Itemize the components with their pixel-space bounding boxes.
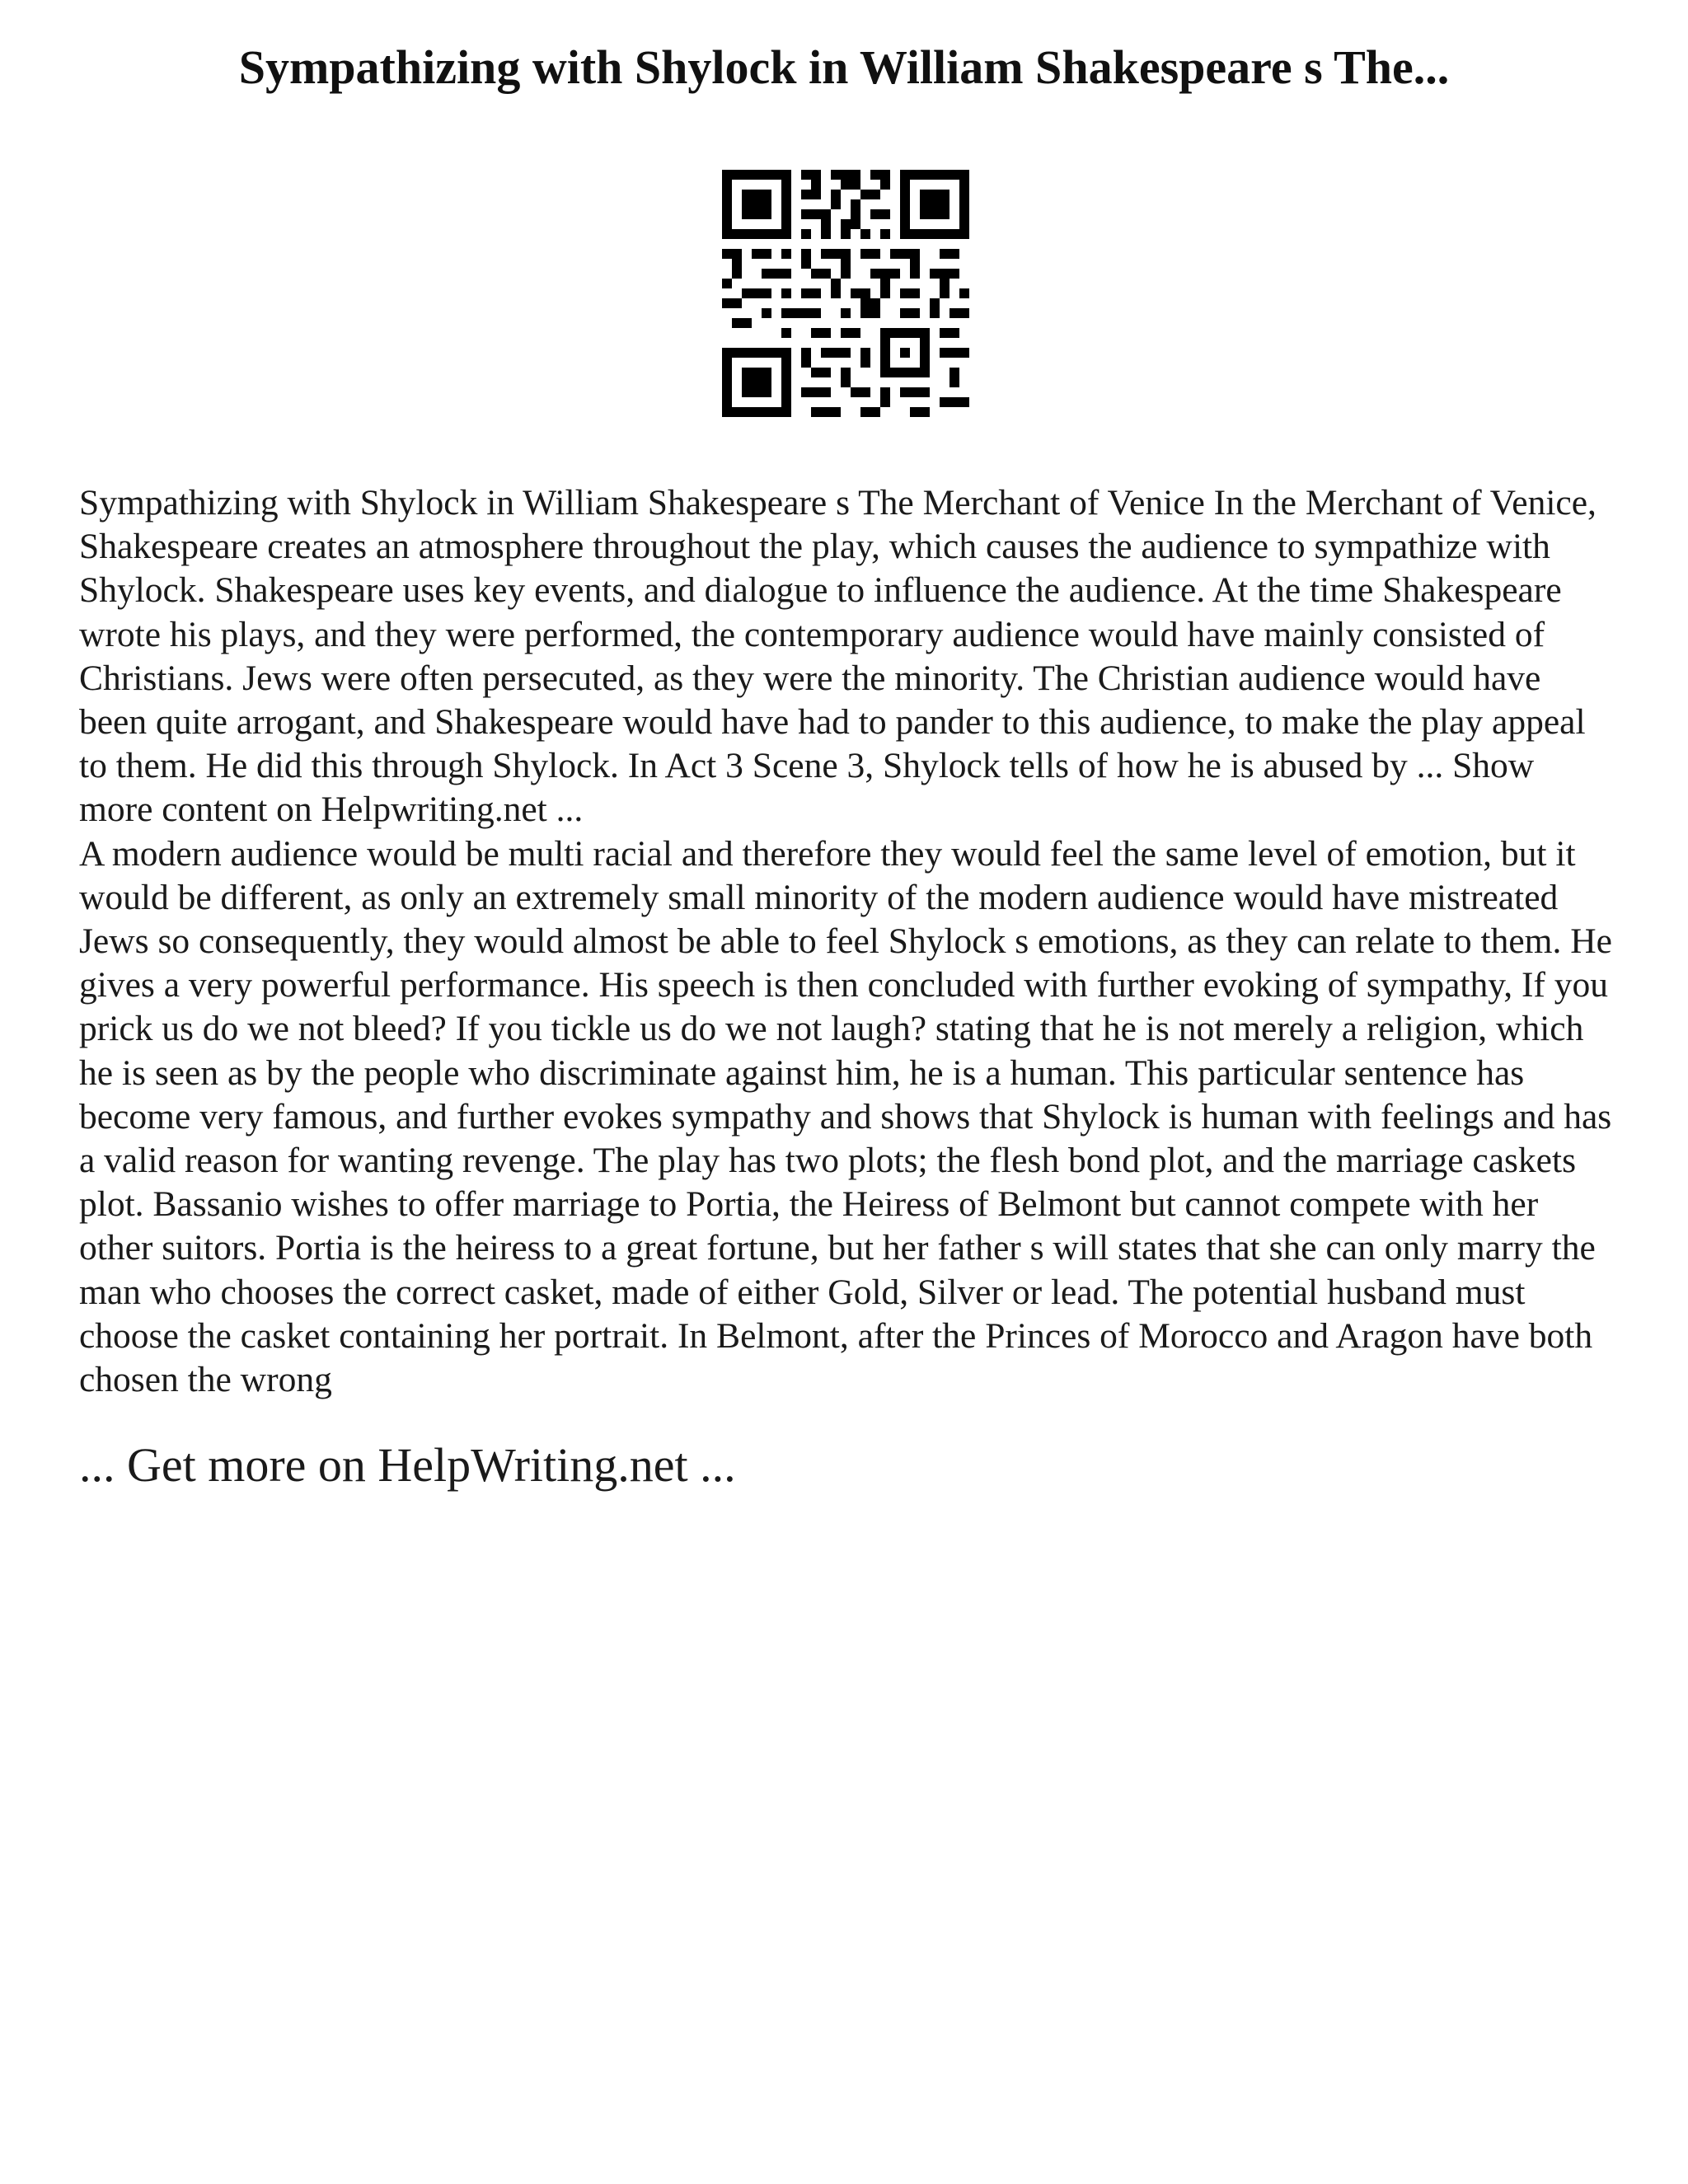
page-title: Sympathizing with Shylock in William Shakespeare s The... [238, 40, 1450, 94]
paragraph: A modern audience would be multi racial and therefore they would feel the same level of emotion, but it would be different, as only an extremely small minority of the modern audience would have mistreated Jews so consequently, they would almost be able to feel Shylock s emotions, as they can relate to them. He gives a very powerful performance. His speech is then concluded with further evoking of sympathy, If you prick us do we not bleed? If you tickle us do we not laugh? stating that he is not merely a religion, which he is seen as by the people who discriminate against him, he is a human. This particular sentence has become very famous, and further evokes sympathy and shows that Shylock is human with feelings and has a valid reason for wanting revenge. The play has two plots; the flesh bond plot, and the marriage caskets plot. Bassanio wishes to offer marriage to Portia, the Heiress of Belmont but cannot compete with her other suitors. Portia is the heiress to a great fortune, but her father s will states that she can only marry the man who chooses the correct casket, made of either Gold, Silver or lead. The potential husband must choose the casket containing her portrait. In Belmont, after the Princes of Morocco and Aragon have both chosen the wrong [79, 833, 1612, 1400]
qr-code-icon [722, 170, 969, 417]
get-more-link[interactable]: ... Get more on HelpWriting.net ... [79, 1438, 736, 1492]
article-body [79, 481, 1615, 1402]
paragraph: Sympathizing with Shylock in William Shakespeare s The Merchant of Venice In the Merchant of Venice, Shakespeare creates an atmosphere throughout the play, which causes the audience to sympathize with Shylock. Shakespeare uses key events, and dialogue to influence the audience. At the time Shakespeare wrote his plays, and they were performed, the contemporary audience would have mainly consisted of Christians. Jews were often persecuted, as they were the minority. The Christian audience would have been quite arrogant, and Shakespeare would have had to pander to this audience, to make the play appeal to them. He did this through Shylock. In Act 3 Scene 3, Shylock tells of how he is abused by ... Show more content on Helpwriting.net ... [79, 483, 1597, 830]
